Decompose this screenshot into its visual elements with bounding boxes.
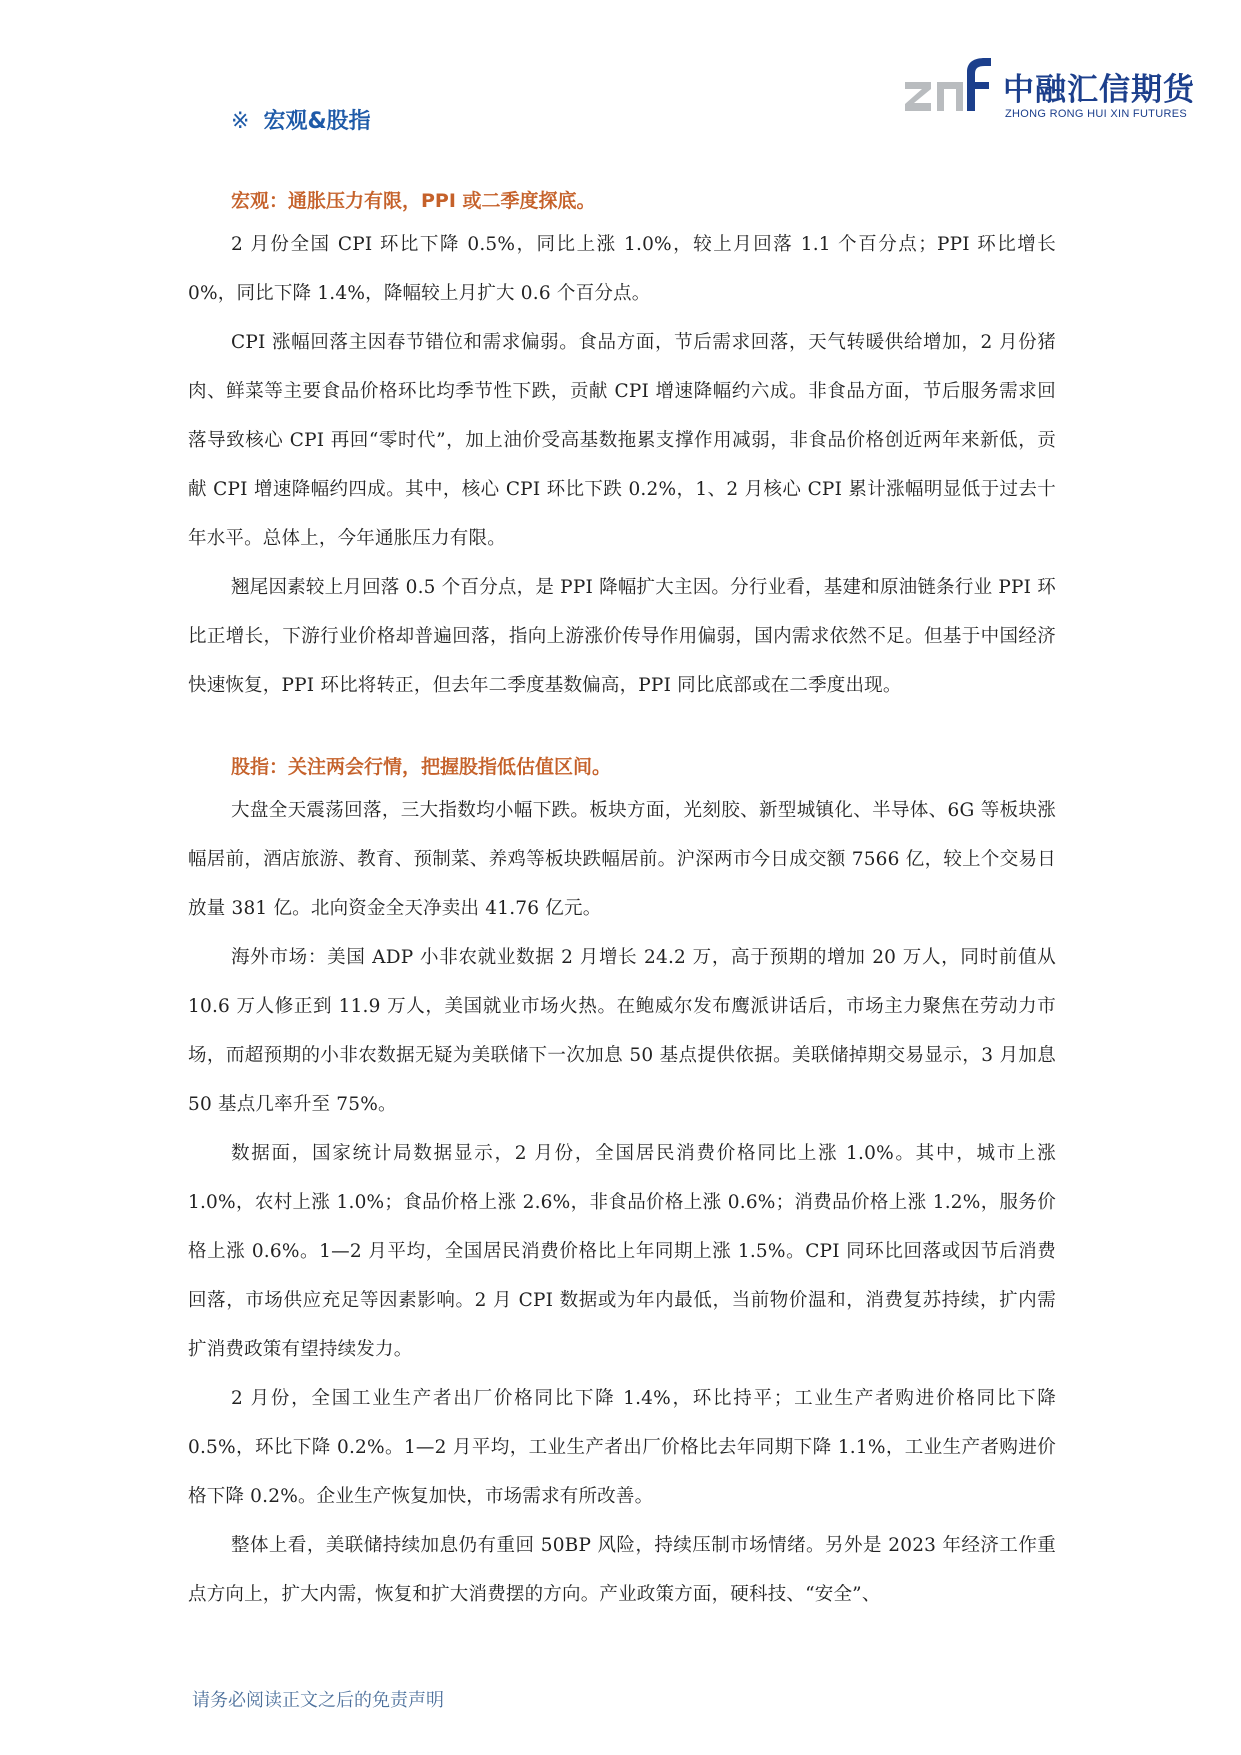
logo-mark-icon [905, 58, 1000, 128]
company-logo [905, 58, 1195, 128]
logo-chinese-name: 中融汇信期货 [1003, 72, 1195, 108]
macro-paragraph: CPI 涨幅回落主因春节错位和需求偏弱。食品方面，节后需求回落，天气转暖供给增加，2 月份猪肉、鲜菜等主要食品价格环比均季节性下跌，贡献 CPI 增速降幅约六成。非食品方面，节后服务需求回落导致核心 CPI 再回“零时代”，加上油价受高基数拖累支撑作用减弱，非食品价格创近两年来新低，贡献 CPI 增速降幅约四成。其中，核心 CPI 环比下跌 0.2%，1、2 月核心 CPI 累计涨幅明显低于过去十年水平。总体上，今年通胀压力有限。 [188, 332, 1056, 549]
index-paragraph: 数据面，国家统计局数据显示，2 月份，全国居民消费价格同比上涨 1.0%。其中，城市上涨 1.0%，农村上涨 1.0%；食品价格上涨 2.6%，非食品价格上涨 0.6%；消费品价格上涨 1.2%，服务价格上涨 0.6%。1—2 月平均，全国居民消费价格比上年同期上涨 1.5%。CPI 同环比回落或因节后消费回落，市场供应充足等因素影响。2 月 CPI 数据或为年内最低，当前物价温和，消费复苏持续，扩内需扩消费政策有望持续发力。 [188, 1143, 1056, 1360]
index-heading: 股指：关注两会行情，把握股指低估值区间。 [231, 756, 612, 778]
logo-english-name: ZHONG RONG HUI XIN FUTURES [1005, 108, 1187, 120]
index-paragraph: 大盘全天震荡回落，三大指数均小幅下跌。板块方面，光刻胶、新型城镇化、半导体、6G 等板块涨幅居前，酒店旅游、教育、预制菜、养鸡等板块跌幅居前。沪深两市今日成交额 7566 亿，较上个交易日放量 381 亿。北向资金全天净卖出 41.76 亿元。 [188, 800, 1056, 919]
index-paragraph: 海外市场：美国 ADP 小非农就业数据 2 月增长 24.2 万，高于预期的增加 20 万人，同时前值从 10.6 万人修正到 11.9 万人，美国就业市场火热。在鲍威尔发布鹰派讲话后，市场主力聚焦在劳动力市场，而超预期的小非农数据无疑为美联储下一次加息 50 基点提供依据。美联储掉期交易显示，3 月加息 50 基点几率升至 75%。 [188, 947, 1056, 1115]
disclaimer-footer: 请务必阅读正文之后的免责声明 [192, 1690, 444, 1711]
reference-mark-icon: ※ [231, 109, 250, 134]
index-paragraph: 2 月份，全国工业生产者出厂价格同比下降 1.4%，环比持平；工业生产者购进价格同比下降 0.5%，环比下降 0.2%。1—2 月平均，工业生产者出厂价格比去年同期下降 1.1%，工业生产者购进价格下降 0.2%。企业生产恢复加快，市场需求有所改善。 [188, 1388, 1056, 1507]
report-body [188, 186, 1056, 1619]
index-paragraph: 整体上看，美联储持续加息仍有重回 50BP 风险，持续压制市场情绪。另外是 2023 年经济工作重点方向上，扩大内需，恢复和扩大消费摆的方向。产业政策方面，硬科技、“安全”、 [188, 1535, 1056, 1605]
macro-paragraph: 2 月份全国 CPI 环比下降 0.5%，同比上涨 1.0%，较上月回落 1.1 个百分点；PPI 环比增长 0%，同比下降 1.4%，降幅较上月扩大 0.6 个百分点。 [188, 234, 1056, 304]
section-title [231, 104, 371, 135]
section-title-text: 宏观&股指 [263, 109, 371, 134]
section-spacer [188, 710, 1056, 752]
macro-heading: 宏观：通胀压力有限，PPI 或二季度探底。 [231, 190, 596, 212]
macro-paragraph: 翘尾因素较上月回落 0.5 个百分点，是 PPI 降幅扩大主因。分行业看，基建和原油链条行业 PPI 环比正增长，下游行业价格却普遍回落，指向上游涨价传导作用偏弱，国内需求依然不足。但基于中国经济快速恢复，PPI 环比将转正，但去年二季度基数偏高，PPI 同比底部或在二季度出现。 [188, 577, 1056, 696]
